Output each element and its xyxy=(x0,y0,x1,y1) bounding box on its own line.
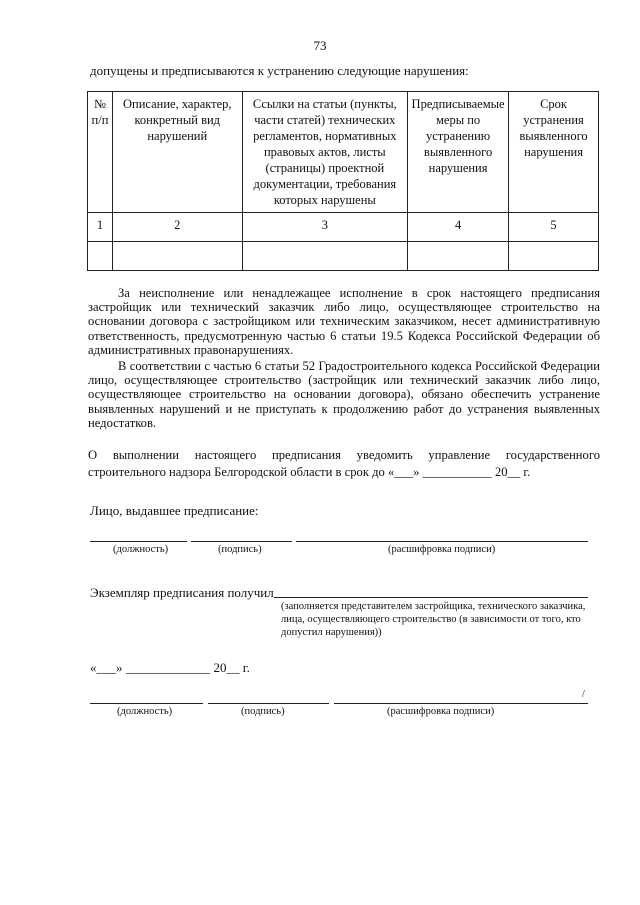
table-cell xyxy=(88,242,113,271)
liability-paragraph xyxy=(88,286,600,357)
signature-caption: (подпись) xyxy=(218,544,262,555)
issuer-label: Лицо, выдавшее предписание: xyxy=(90,503,259,518)
column-number: 3 xyxy=(242,213,408,242)
obligation-text: В соответствии с частью 6 статьи 52 Градостроительного кодекса Российской Федерации лицо, осуществляющее строительство (застройщик или технический заказчик либо лицо, осуществляющее строительство на основании договора), обязано обеспечить устранение выявленных нарушений и не приступать к продолжению работ до устранения выявленных недостатков. xyxy=(88,359,600,430)
header-cell: Описание, характер, конкретный вид нарушений xyxy=(112,92,242,213)
date-line: «___» _____________ 20__ г. xyxy=(90,660,250,675)
position-caption: (должность) xyxy=(113,544,169,555)
liability-text: За неисполнение или ненадлежащее исполнение в срок настоящего предписания застройщик или технический заказчик либо лицо, осуществляющее строительство на основании договора с застройщиком или техническим заказчиком, несет административную ответственность, предусмотренную частью 6 статьи 19.5 Кодекса Российской Федерации об административных правонарушениях. xyxy=(88,286,600,357)
header-cell: Срок устранения выявленного нарушения xyxy=(509,92,599,213)
obligation-paragraph xyxy=(88,359,600,430)
column-number: 5 xyxy=(509,213,599,242)
column-number: 2 xyxy=(112,213,242,242)
received-line xyxy=(274,597,588,598)
position-caption: (должность) xyxy=(117,706,173,717)
notification-paragraph xyxy=(88,447,600,481)
notification-text: О выполнении настоящего предписания уведомить управление государственного строительного надзора Белгородской области в срок до «___» ___________ 20__ г. xyxy=(88,448,600,479)
position-line xyxy=(90,703,203,704)
column-number: 1 xyxy=(88,213,113,242)
position-line xyxy=(90,541,187,542)
table-header-row xyxy=(88,92,599,213)
column-number: 4 xyxy=(408,213,509,242)
decoding-line xyxy=(296,541,588,542)
received-label: Экземпляр предписания получил xyxy=(90,585,274,600)
pen-mark: / xyxy=(582,689,585,700)
header-cell: № п/п xyxy=(88,92,113,213)
received-note: (заполняется представителем застройщика, технического заказчика, лица, осуществляющего строительство (в зависимости от того, кто допустил нарушения)) xyxy=(281,601,586,638)
table-cell xyxy=(242,242,408,271)
violations-table xyxy=(87,91,599,271)
table-cell xyxy=(408,242,509,271)
decoding-line xyxy=(334,703,588,704)
header-cell: Ссылки на статьи (пункты, части статей) технических регламентов, нормативных правовых актов, листы (страницы) проектной документации, требования которых нарушены xyxy=(242,92,408,213)
page-number: 73 xyxy=(313,38,327,53)
signature-caption: (подпись) xyxy=(241,706,285,717)
decoding-caption: (расшифровка подписи) xyxy=(388,544,496,555)
table-cell xyxy=(509,242,599,271)
decoding-caption: (расшифровка подписи) xyxy=(387,706,495,717)
column-number-row xyxy=(88,213,599,242)
header-cell: Предписываемые меры по устранению выявленного нарушения xyxy=(408,92,509,213)
signature-line xyxy=(208,703,329,704)
table-cell xyxy=(112,242,242,271)
table-row xyxy=(88,242,599,271)
signature-line xyxy=(191,541,292,542)
intro-line: допущены и предписываются к устранению следующие нарушения: xyxy=(90,63,469,78)
